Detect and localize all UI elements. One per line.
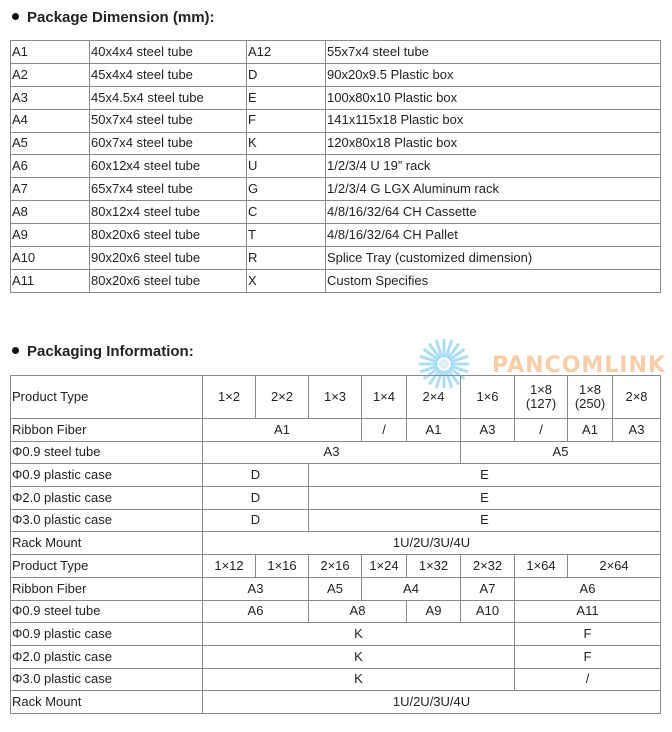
table-cell: A5 bbox=[461, 441, 661, 464]
bullet-icon bbox=[12, 13, 19, 20]
type-cell-line: (127) bbox=[525, 396, 557, 411]
table-row bbox=[11, 555, 661, 578]
table-row bbox=[11, 441, 661, 464]
table-row bbox=[11, 178, 661, 201]
code-cell: X bbox=[247, 269, 326, 292]
table-row bbox=[11, 464, 661, 487]
table-row bbox=[11, 109, 661, 132]
type-cell-line: (250) bbox=[574, 396, 606, 411]
code-cell: E bbox=[247, 86, 326, 109]
type-cell: 1×32 bbox=[407, 555, 461, 578]
table-row bbox=[11, 224, 661, 247]
code-cell: A5 bbox=[11, 132, 90, 155]
description-cell: 45x4.5x4 steel tube bbox=[90, 86, 247, 109]
code-cell: A10 bbox=[11, 247, 90, 270]
table-cell: A3 bbox=[203, 441, 461, 464]
table-cell: D bbox=[203, 464, 309, 487]
description-cell: Splice Tray (customized dimension) bbox=[326, 247, 661, 270]
description-cell: 80x20x6 steel tube bbox=[90, 269, 247, 292]
code-cell: A2 bbox=[11, 63, 90, 86]
packaging-information-table bbox=[10, 375, 661, 714]
code-cell: K bbox=[247, 132, 326, 155]
table-row bbox=[11, 509, 661, 532]
table-cell: A3 bbox=[613, 419, 661, 442]
code-cell: U bbox=[247, 155, 326, 178]
code-cell: A4 bbox=[11, 109, 90, 132]
description-cell: 60x7x4 steel tube bbox=[90, 132, 247, 155]
table-row bbox=[11, 419, 661, 442]
packaging-information-title: Packaging Information: bbox=[27, 343, 194, 360]
type-cell bbox=[568, 376, 613, 419]
row-label: Φ2.0 plastic case bbox=[11, 487, 203, 510]
table-row bbox=[11, 376, 661, 419]
type-cell: 1×6 bbox=[461, 376, 515, 419]
table-cell: A6 bbox=[515, 577, 661, 600]
description-cell: 4/8/16/32/64 CH Pallet bbox=[326, 224, 661, 247]
package-dimension-heading bbox=[12, 9, 215, 26]
type-cell: 1×4 bbox=[362, 376, 407, 419]
table-cell: 1U/2U/3U/4U bbox=[203, 532, 661, 555]
description-cell: 45x4x4 steel tube bbox=[90, 63, 247, 86]
table-cell: D bbox=[203, 509, 309, 532]
row-label: Rack Mount bbox=[11, 691, 203, 714]
row-label: Φ0.9 plastic case bbox=[11, 464, 203, 487]
type-cell: 2×64 bbox=[568, 555, 661, 578]
table-cell: K bbox=[203, 623, 515, 646]
type-cell: 1×3 bbox=[309, 376, 362, 419]
code-cell: G bbox=[247, 178, 326, 201]
type-cell: 1×24 bbox=[362, 555, 407, 578]
packaging-information-heading bbox=[12, 343, 194, 360]
type-cell: 1×64 bbox=[515, 555, 568, 578]
code-cell: A11 bbox=[11, 269, 90, 292]
logo-text: PANCOMLINK bbox=[492, 353, 666, 378]
description-cell: 60x12x4 steel tube bbox=[90, 155, 247, 178]
row-label: Φ3.0 plastic case bbox=[11, 509, 203, 532]
table-cell: D bbox=[203, 487, 309, 510]
code-cell: A3 bbox=[11, 86, 90, 109]
description-cell: 1/2/3/4 U 19” rack bbox=[326, 155, 661, 178]
table-cell: A11 bbox=[515, 600, 661, 623]
table-cell: E bbox=[309, 509, 661, 532]
package-dimension-table bbox=[10, 40, 661, 293]
table-cell: K bbox=[203, 645, 515, 668]
table-cell: A1 bbox=[568, 419, 613, 442]
type-cell: 1×12 bbox=[203, 555, 256, 578]
table-cell: E bbox=[309, 487, 661, 510]
description-cell: 90x20x6 steel tube bbox=[90, 247, 247, 270]
table-row bbox=[11, 600, 661, 623]
code-cell: D bbox=[247, 63, 326, 86]
type-cell bbox=[515, 376, 568, 419]
table-cell: A10 bbox=[461, 600, 515, 623]
table-cell: 1U/2U/3U/4U bbox=[203, 691, 661, 714]
type-cell: 1×2 bbox=[203, 376, 256, 419]
table-cell: E bbox=[309, 464, 661, 487]
package-dimension-title: Package Dimension (mm): bbox=[27, 9, 215, 26]
code-cell: A6 bbox=[11, 155, 90, 178]
table-cell: F bbox=[515, 623, 661, 646]
table-cell: A1 bbox=[407, 419, 461, 442]
description-cell: Custom Specifies bbox=[326, 269, 661, 292]
row-label: Product Type bbox=[11, 555, 203, 578]
description-cell: 80x20x6 steel tube bbox=[90, 224, 247, 247]
table-row bbox=[11, 201, 661, 224]
table-cell: A1 bbox=[203, 419, 362, 442]
table-cell: A8 bbox=[309, 600, 407, 623]
code-cell: A9 bbox=[11, 224, 90, 247]
description-cell: 40x4x4 steel tube bbox=[90, 41, 247, 64]
row-label: Rack Mount bbox=[11, 532, 203, 555]
code-cell: C bbox=[247, 201, 326, 224]
table-row bbox=[11, 41, 661, 64]
type-cell: 2×16 bbox=[309, 555, 362, 578]
description-cell: 100x80x10 Plastic box bbox=[326, 86, 661, 109]
code-cell: A1 bbox=[11, 41, 90, 64]
table-cell: A3 bbox=[461, 419, 515, 442]
table-row bbox=[11, 487, 661, 510]
description-cell: 65x7x4 steel tube bbox=[90, 178, 247, 201]
table-cell: A9 bbox=[407, 600, 461, 623]
table-cell: / bbox=[515, 419, 568, 442]
table-row bbox=[11, 691, 661, 714]
type-cell: 1×16 bbox=[256, 555, 309, 578]
row-label: Φ0.9 steel tube bbox=[11, 600, 203, 623]
table-row bbox=[11, 132, 661, 155]
row-label: Φ0.9 plastic case bbox=[11, 623, 203, 646]
description-cell: 90x20x9.5 Plastic box bbox=[326, 63, 661, 86]
type-cell: 2×4 bbox=[407, 376, 461, 419]
row-label: Φ0.9 steel tube bbox=[11, 441, 203, 464]
type-cell-line: 1×8 bbox=[578, 381, 602, 397]
description-cell: 80x12x4 steel tube bbox=[90, 201, 247, 224]
description-cell: 141x115x18 Plastic box bbox=[326, 109, 661, 132]
table-row bbox=[11, 86, 661, 109]
table-row bbox=[11, 668, 661, 691]
row-label: Ribbon Fiber bbox=[11, 419, 203, 442]
code-cell: T bbox=[247, 224, 326, 247]
description-cell: 55x7x4 steel tube bbox=[326, 41, 661, 64]
row-label: Ribbon Fiber bbox=[11, 577, 203, 600]
type-cell: 2×8 bbox=[613, 376, 661, 419]
description-cell: 1/2/3/4 G LGX Aluminum rack bbox=[326, 178, 661, 201]
table-row bbox=[11, 577, 661, 600]
table-row bbox=[11, 645, 661, 668]
table-cell: / bbox=[515, 668, 661, 691]
table-cell: A3 bbox=[203, 577, 309, 600]
table-cell: A4 bbox=[362, 577, 461, 600]
description-cell: 4/8/16/32/64 CH Cassette bbox=[326, 201, 661, 224]
table-cell: A7 bbox=[461, 577, 515, 600]
table-cell: A6 bbox=[203, 600, 309, 623]
code-cell: A12 bbox=[247, 41, 326, 64]
code-cell: A8 bbox=[11, 201, 90, 224]
table-cell: K bbox=[203, 668, 515, 691]
table-row bbox=[11, 63, 661, 86]
table-cell: A5 bbox=[309, 577, 362, 600]
row-label: Φ3.0 plastic case bbox=[11, 668, 203, 691]
description-cell: 50x7x4 steel tube bbox=[90, 109, 247, 132]
description-cell: 120x80x18 Plastic box bbox=[326, 132, 661, 155]
row-label: Φ2.0 plastic case bbox=[11, 645, 203, 668]
bullet-icon bbox=[12, 347, 19, 354]
code-cell: A7 bbox=[11, 178, 90, 201]
code-cell: R bbox=[247, 247, 326, 270]
table-cell: F bbox=[515, 645, 661, 668]
table-cell: / bbox=[362, 419, 407, 442]
table-row bbox=[11, 623, 661, 646]
table-row bbox=[11, 247, 661, 270]
table-row bbox=[11, 269, 661, 292]
code-cell: F bbox=[247, 109, 326, 132]
type-cell: 2×32 bbox=[461, 555, 515, 578]
row-label: Product Type bbox=[11, 376, 203, 419]
type-cell: 2×2 bbox=[256, 376, 309, 419]
type-cell-line: 1×8 bbox=[529, 381, 553, 397]
table-row bbox=[11, 155, 661, 178]
table-row bbox=[11, 532, 661, 555]
